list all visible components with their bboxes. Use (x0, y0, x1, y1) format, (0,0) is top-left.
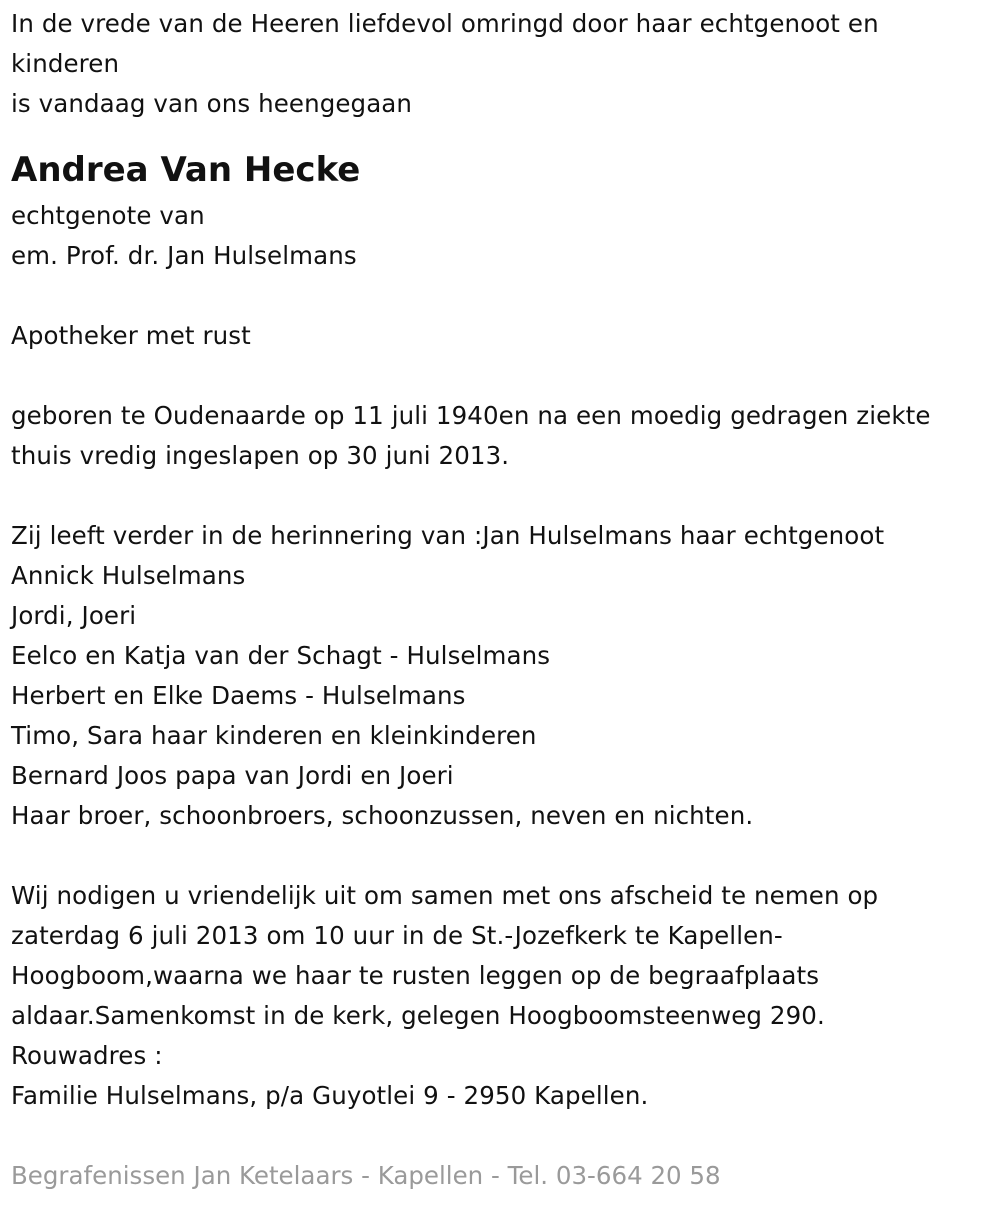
family-line: Annick Hulselmans (11, 561, 246, 590)
ceremony-line: Familie Hulselmans, p/a Guyotlei 9 - 2950 Kapellen. (11, 1081, 649, 1110)
spacer (11, 124, 996, 144)
spacer (11, 276, 996, 316)
family-line: Eelco en Katja van der Schagt - Hulselmans (11, 641, 551, 670)
ceremony-section (11, 876, 996, 1116)
family-section (11, 516, 996, 836)
profession-text: Apotheker met rust (11, 321, 251, 350)
family-line: Haar broer, schoonbroers, schoonzussen, neven en nichten. (11, 801, 754, 830)
spacer (11, 476, 996, 516)
deceased-section (11, 144, 996, 356)
spacer (11, 1116, 996, 1156)
deceased-name: Andrea Van Hecke (11, 150, 361, 190)
life-line: geboren te Oudenaarde op 11 juli 1940en na een moedig gedragen ziekte (11, 401, 931, 430)
relation-text: echtgenote van (11, 201, 205, 230)
funeral-home-footer: Begrafenissen Jan Ketelaars - Kapellen - Tel. 03-664 20 58 (11, 1161, 721, 1190)
obituary-notice (11, 4, 996, 1196)
family-line: Bernard Joos papa van Jordi en Joeri (11, 761, 454, 790)
ceremony-line: Rouwadres : (11, 1041, 163, 1070)
life-section (11, 396, 996, 476)
intro-section (11, 4, 996, 124)
spouse-name: em. Prof. dr. Jan Hulselmans (11, 241, 357, 270)
ceremony-line: aldaar.Samenkomst in de kerk, gelegen Hoogboomsteenweg 290. (11, 1001, 825, 1030)
ceremony-line: Wij nodigen u vriendelijk uit om samen met ons afscheid te nemen op (11, 881, 879, 910)
family-line: Jordi, Joeri (11, 601, 137, 630)
ceremony-line: zaterdag 6 juli 2013 om 10 uur in de St.-Jozefkerk te Kapellen- (11, 921, 783, 950)
intro-line: kinderen (11, 49, 120, 78)
family-line: Herbert en Elke Daems - Hulselmans (11, 681, 466, 710)
spacer (11, 356, 996, 396)
intro-line: is vandaag van ons heengegaan (11, 89, 413, 118)
family-line: Zij leeft verder in de herinnering van :Jan Hulselmans haar echtgenoot (11, 521, 885, 550)
ceremony-line: Hoogboom,waarna we haar te rusten leggen op de begraafplaats (11, 961, 820, 990)
life-line: thuis vredig ingeslapen op 30 juni 2013. (11, 441, 510, 470)
intro-line: In de vrede van de Heeren liefdevol omringd door haar echtgenoot en (11, 9, 879, 38)
spacer (11, 836, 996, 876)
family-line: Timo, Sara haar kinderen en kleinkinderen (11, 721, 537, 750)
